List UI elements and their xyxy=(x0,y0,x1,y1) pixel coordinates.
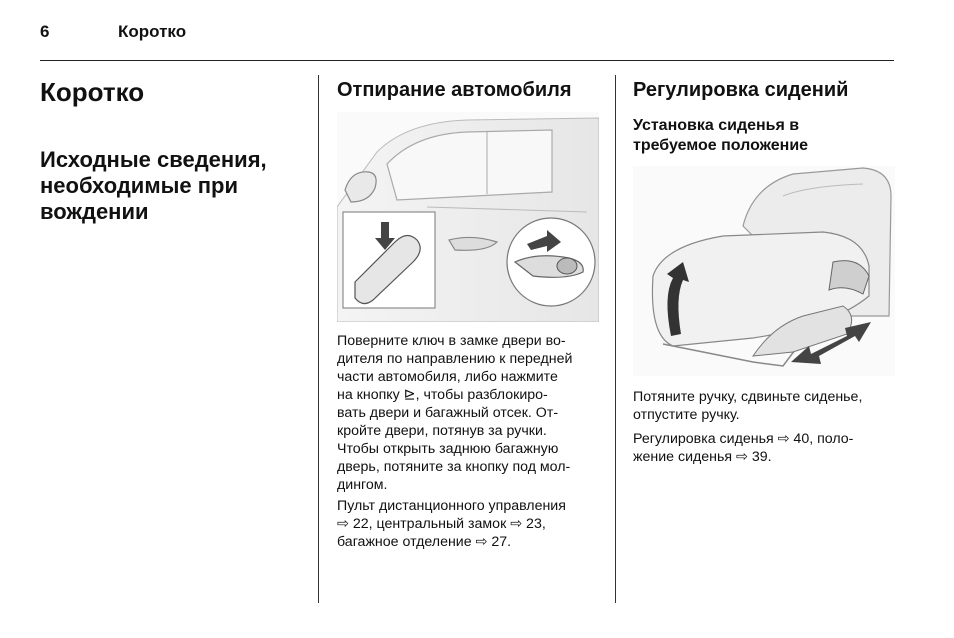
left-column xyxy=(40,77,310,225)
section-title-line2: необходимые при xyxy=(40,173,238,198)
right-text xyxy=(633,388,903,466)
right-column xyxy=(633,78,903,156)
column-divider-2 xyxy=(615,75,616,603)
middle-column xyxy=(337,78,607,102)
seat-paragraph-1: Потяните ручку, сдвиньте сиденье, отпустите ручку. xyxy=(633,389,863,423)
section-title-line3: вождении xyxy=(40,199,149,224)
column-divider-1 xyxy=(318,75,319,603)
seat-position-subheading-line1: Установка сиденья в xyxy=(633,117,800,134)
page-number: 6 xyxy=(40,22,50,41)
unlock-paragraph-2: Пульт дистанционного управления ⇨ 22, центральный замок ⇨ 23, багажное отделение ⇨ 27. xyxy=(337,498,566,550)
unlock-paragraph-1: Поверните ключ в замке двери во- дителя по направлению к передней части автомобиля, либо нажмите на кнопку ⊵, чтобы разблокиро- вать двери и багажный отсек. От- кройте двери, потянув за ручки. Чтобы открыть заднюю багажную дверь, потяните за кнопку под мол- дингом. xyxy=(337,333,573,493)
running-title: Коротко xyxy=(118,22,187,41)
car-unlock-illustration xyxy=(337,112,599,322)
header-divider xyxy=(40,60,894,61)
unlock-heading: Отпирание автомобиля xyxy=(337,79,572,101)
seat-adjust-illustration xyxy=(633,166,895,376)
seat-position-subheading-line2: требуемое положение xyxy=(633,137,809,154)
section-title-line1: Исходные сведения, xyxy=(40,147,267,172)
seat-paragraph-2: Регулировка сиденья ⇨ 40, поло- жение сиденья ⇨ 39. xyxy=(633,431,854,465)
chapter-title: Коротко xyxy=(40,77,145,107)
middle-text xyxy=(337,332,607,551)
seat-adjust-heading: Регулировка сидений xyxy=(633,79,849,101)
